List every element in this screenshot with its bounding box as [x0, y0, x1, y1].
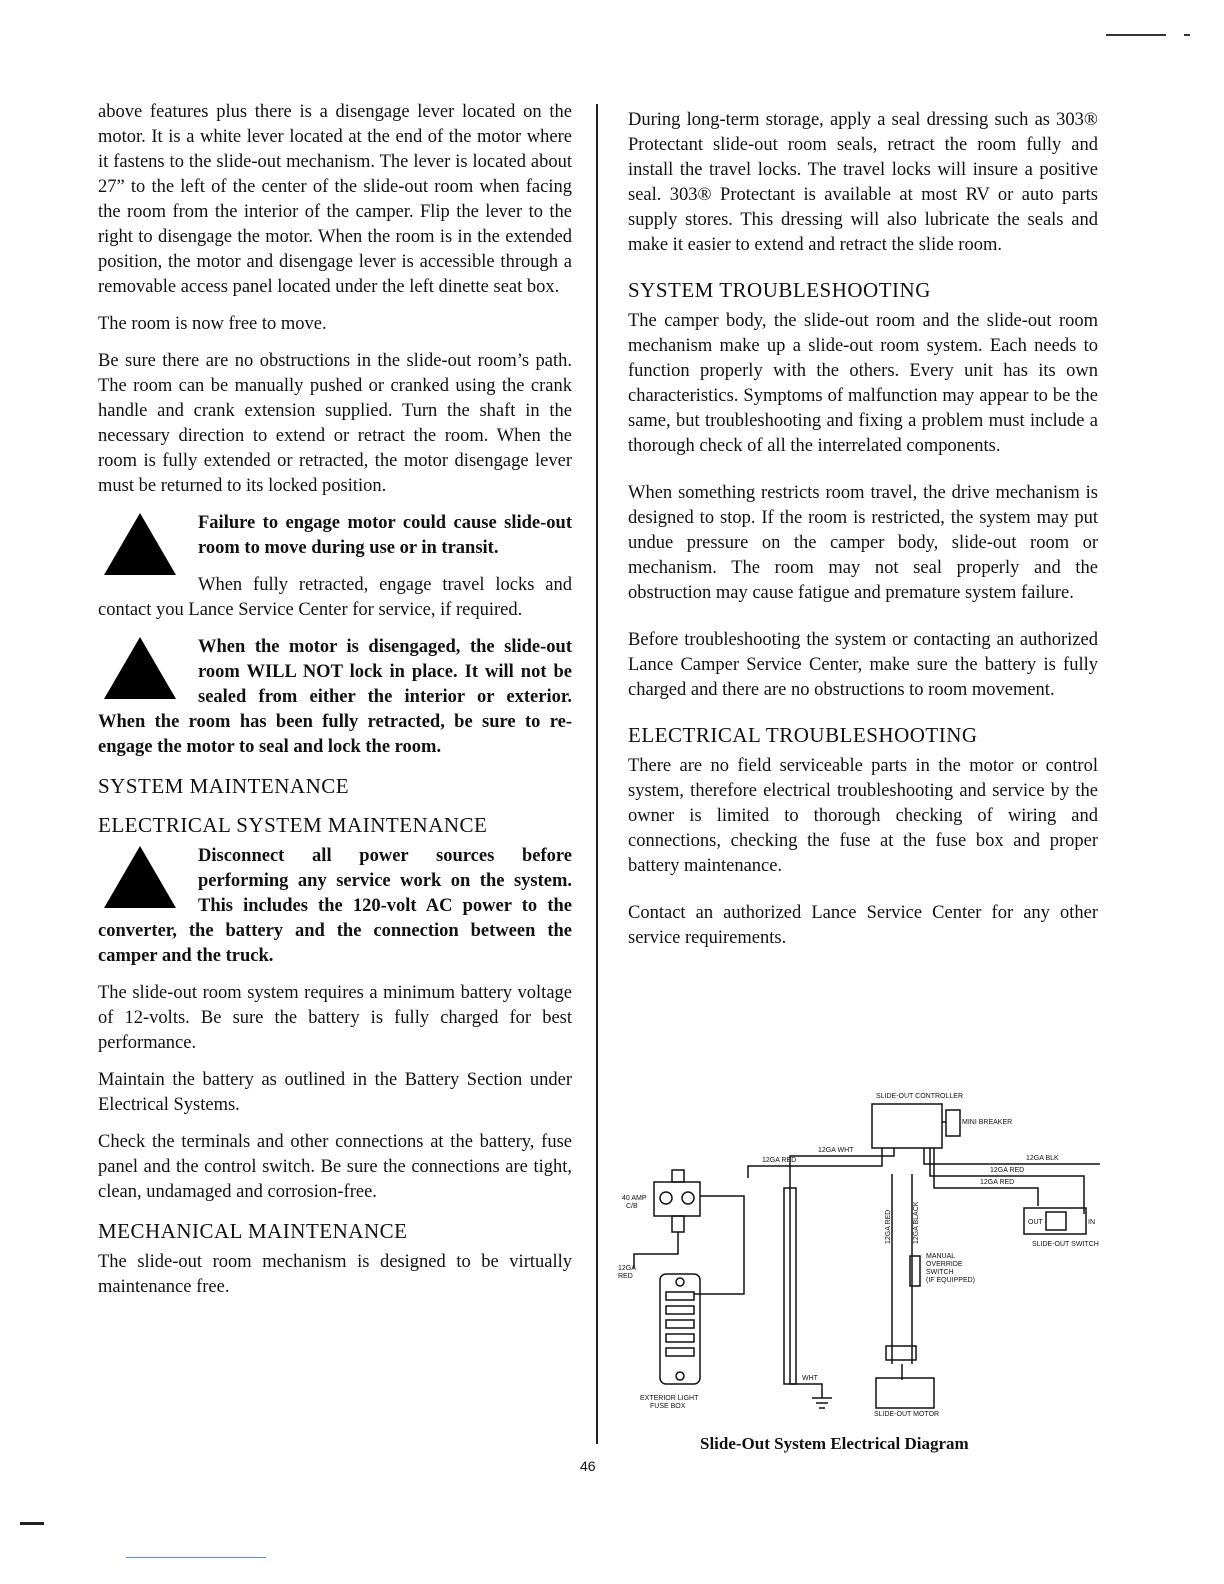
heading-electrical-troubleshooting: ELECTRICAL TROUBLESHOOTING: [628, 723, 978, 747]
mechanical-paragraph: The slide-out room mechanism is designed to be virtually maintenance free.: [98, 1252, 572, 1297]
header-dash: [1184, 34, 1190, 36]
intro-paragraph: above features plus there is a disengage lever located on the motor. It is a white lever located at the end of the motor where it fastens to the slide-out mechanism. The lever is located about 27” to the left of the center of the slide-out room when facing the room from the interior of the camper. Flip the lever to the right to disengage the motor. When the room is in the extended position, the motor and disengage lever is accessible through a removable access panel located under the left dinette seat box.: [98, 102, 572, 297]
header-rule: [1106, 34, 1166, 36]
label-12ga-red-a: 12GA RED: [990, 1167, 1025, 1174]
label-mini-breaker: MINI BREAKER: [962, 1119, 1013, 1126]
warning-triangle-icon: [104, 637, 176, 699]
label-cb: C/B: [626, 1203, 638, 1210]
heading-mechanical-maintenance: MECHANICAL MAINTENANCE: [98, 1219, 408, 1243]
storage-paragraph: During long-term storage, apply a seal dressing such as 303® Protectant slide-out room seals, retract the room fully and install the travel locks. The travel locks will insure a positive seal. 303® Protectant is available at most RV or auto parts supply stores. This dressing will also lubricate the seals and make it easier to extend and retract the slide room.: [628, 110, 1098, 255]
heading-electrical-maintenance: ELECTRICAL SYSTEM MAINTENANCE: [98, 813, 488, 837]
label-12ga: 12GA: [618, 1265, 636, 1272]
label-controller: SLIDE-OUT CONTROLLER: [876, 1093, 963, 1100]
diagram-caption: Slide-Out System Electrical Diagram: [700, 1434, 969, 1453]
label-fuse-box-1: EXTERIOR LIGHT: [640, 1395, 699, 1402]
warning-text-1: Failure to engage motor could cause slide-out room to move during use or in transit.: [198, 513, 572, 558]
label-40amp: 40 AMP: [622, 1195, 647, 1202]
label-if-equipped: (IF EQUIPPED): [926, 1277, 976, 1284]
label-slide-out-switch: SLIDE-OUT SWITCH: [1032, 1241, 1099, 1248]
label-switch: SWITCH: [926, 1269, 954, 1276]
contact-paragraph: Contact an authorized Lance Service Center for any other service requirements.: [628, 903, 1098, 948]
terminals-paragraph: Check the terminals and other connections at the battery, fuse panel and the control switch. Be sure the connections are tight, clean, undamaged and corrosion-free.: [98, 1132, 572, 1202]
right-column: [628, 108, 1098, 963]
label-fuse-box-2: FUSE BOX: [650, 1403, 686, 1410]
label-12ga-red-vertical: 12GA RED: [885, 1209, 892, 1244]
heading-system-maintenance: SYSTEM MAINTENANCE: [98, 774, 350, 798]
fuse-box: [660, 1274, 700, 1384]
corner-mark: [20, 1522, 44, 1525]
label-12ga-wht: 12GA WHT: [818, 1147, 854, 1154]
wire-12ga-blk: [924, 1148, 1100, 1164]
body-paragraph: The camper body, the slide-out room and the slide-out room mechanism make up a slide-out room system. Each needs to function properly with the others. Every unit has its own characteristics. Symptoms of malfunction may appear to be the same, but troubleshooting and fixing a problem must include a thorough check of all the interrelated components.: [628, 311, 1098, 456]
slide-out-motor: [876, 1378, 934, 1408]
wire-12ga-wht: [790, 1148, 894, 1384]
page-number: 46: [580, 1458, 596, 1474]
heading-system-troubleshooting: SYSTEM TROUBLESHOOTING: [628, 278, 931, 302]
warning-text-2: When the motor is disengaged, the slide-out room WILL NOT lock in place. It will not be sealed from either the interior or exterior. When the room has been fully retracted, be sure to re-engage the motor to seal and lock the room.: [98, 637, 572, 757]
label-12ga-red-left: 12GA RED: [762, 1157, 797, 1164]
restricts-paragraph: When something restricts room travel, the drive mechanism is designed to stop. If the room is restricted, the system may put undue pressure on the camper body, slide-out room or mechanism. The room may not seal properly and the obstruction may cause fatigue and premature system failure.: [628, 483, 1098, 603]
free-paragraph: The room is now free to move.: [98, 314, 327, 334]
controller-box: [872, 1104, 942, 1148]
before-paragraph: Before troubleshooting the system or contacting an authorized Lance Camper Service Center, make sure the battery is fully charged and there are no obstructions to room movement.: [628, 630, 1098, 700]
field-paragraph: There are no field serviceable parts in the motor or control system, therefore electrical troubleshooting and service by the owner is limited to thorough checking of wiring and connections, checking the fuse at the fuse box and proper battery maintenance.: [628, 756, 1098, 876]
wire-12ga-red-left: [634, 1232, 678, 1268]
label-red: RED: [618, 1273, 633, 1280]
label-in: IN: [1088, 1219, 1095, 1226]
warning-block-3: [98, 844, 572, 969]
column-divider: [596, 104, 598, 1444]
retracted-paragraph: When fully retracted, engage travel locks and contact you Lance Service Center for service, if required.: [98, 575, 572, 620]
circuit-breaker-box: [654, 1182, 700, 1216]
label-override: OVERRIDE: [926, 1261, 963, 1268]
left-column: [98, 100, 572, 1312]
label-manual: MANUAL: [926, 1253, 956, 1260]
warning-triangle-icon: [104, 513, 176, 575]
label-motor: SLIDE-OUT MOTOR: [874, 1411, 940, 1418]
label-wht: WHT: [802, 1375, 818, 1382]
obstruction-paragraph: Be sure there are no obstructions in the slide-out room’s path. The room can be manually pushed or cranked using the crank handle and crank extension supplied. Turn the shaft in the necessary direction to extend or retract the room. When the room is fully extended or retracted, the motor disengage lever must be returned to its locked position.: [98, 351, 572, 496]
label-12ga-black-vertical: 12GA BLACK: [913, 1201, 920, 1244]
voltage-paragraph: The slide-out room system requires a minimum battery voltage of 12-volts. Be sure the battery is fully charged for best performance.: [98, 983, 572, 1053]
warning-text-3: Disconnect all power sources before performing any service work on the system. This includes the 120-volt AC power to the converter, the battery and the connection between the camper and the truck.: [98, 846, 572, 966]
warning-block-1: [98, 511, 572, 561]
battery-paragraph: Maintain the battery as outlined in the Battery Section under Electrical Systems.: [98, 1070, 572, 1115]
electrical-diagram: [614, 1084, 1099, 1424]
label-out: OUT: [1028, 1219, 1043, 1226]
footer-rule: [126, 1557, 266, 1558]
label-12ga-blk: 12GA BLK: [1026, 1155, 1059, 1162]
warning-triangle-icon: [104, 846, 176, 908]
warning-block-2: [98, 635, 572, 760]
mini-breaker-symbol: [946, 1110, 960, 1136]
label-12ga-red-b: 12GA RED: [980, 1179, 1015, 1186]
wire-12ga-red-b: [934, 1148, 1038, 1206]
